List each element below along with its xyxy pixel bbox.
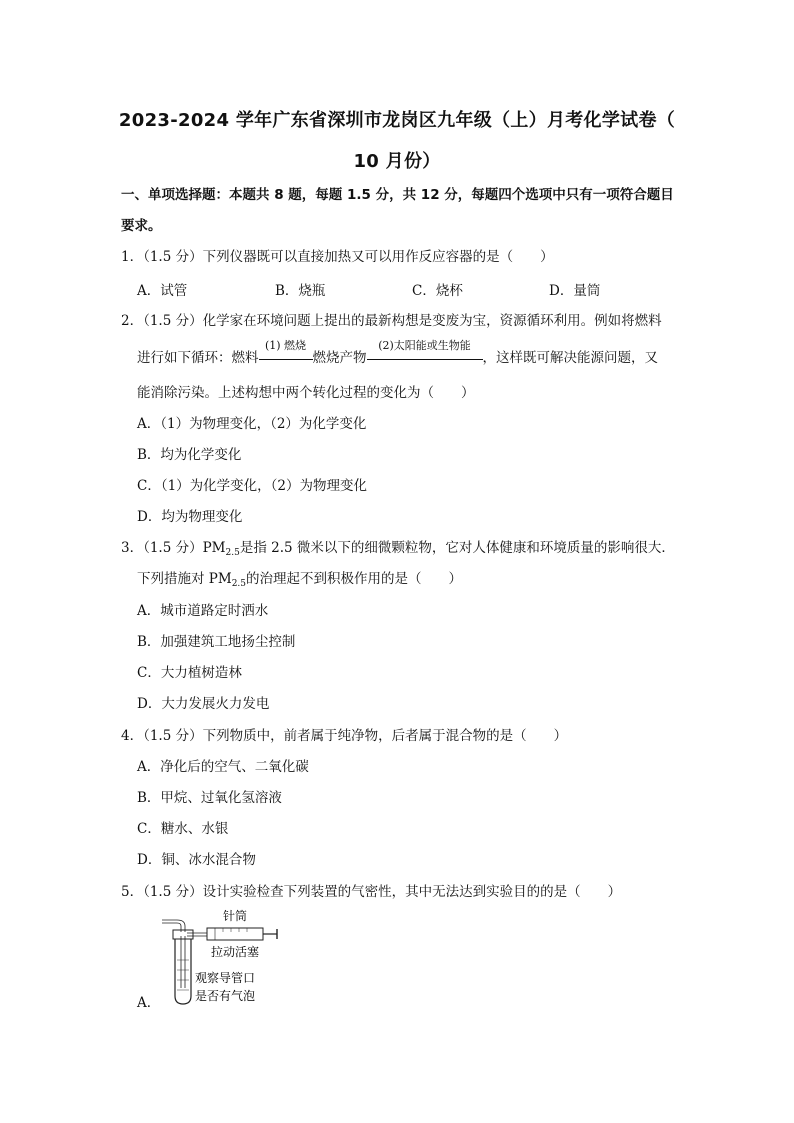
reaction-arrow-2 [367,339,483,368]
question-4-option-a: A．净化后的空气、二氧化碳 [137,759,309,775]
pm-subscript-2: 2.5 [231,579,247,589]
question-2-option-a: A．（1）为物理变化，（2）为化学变化 [137,416,367,432]
question-3-option-a: A．城市道路定时洒水 [137,603,269,619]
airtightness-apparatus-diagram [137,904,297,1014]
question-2-suffix: ，这样既可解决能源问题，又 [482,350,658,366]
question-5-option-a-figure [137,904,297,1014]
exam-title-line1: 2023-2024 学年广东省深圳市龙岗区九年级（上）月考化学试卷（ [118,110,676,131]
question-5-stem: 5．（1.5 分）设计实验检查下列装置的气密性，其中无法达到实验目的的是（ ） [121,884,622,900]
question-3-prefix: 3．（1.5 分）PM [121,540,226,556]
question-2-option-b: B．均为化学变化 [137,447,242,463]
question-2-stem-line2 [137,339,658,368]
question-3-line2-prefix: 下列措施对 PM [137,571,232,587]
pm-subscript: 2.5 [225,548,240,558]
question-2-stem-line1: 2．（1.5 分）化学家在环境问题上提出的最新构想是变废为宝，资源循环利用。例如将燃料 [121,313,662,329]
question-2-stem-line3: 能消除污染。上述构想中两个转化过程的变化为（ ） [137,385,475,401]
observe-label-line1: 观察导管口 [195,971,256,985]
arrow-1-label: (1) 燃烧 [264,339,307,352]
question-1-option-c: C．烧杯 [412,283,463,299]
middle-product: 燃烧产物 [312,350,367,366]
question-3-line2-suffix: 的治理起不到积极作用的是（ ） [246,571,463,587]
section-heading [121,180,681,242]
observe-label-line2: 是否有气泡 [195,989,256,1003]
question-5-option-a-label: A． [137,995,161,1011]
question-3-stem-line2 [137,569,462,594]
question-4-option-c: C．糖水、水银 [137,821,229,837]
question-1-stem: 1．（1.5 分）下列仪器既可以直接加热又可以用作反应容器的是（ ） [121,249,554,265]
syringe-label: 针筒 [223,909,248,923]
question-3-option-b: B．加强建筑工地扬尘控制 [137,634,296,650]
question-2-option-d: D．均为物理变化 [137,509,243,525]
question-4-stem: 4．（1.5 分）下列物质中，前者属于纯净物，后者属于混合物的是（ ） [121,728,568,744]
question-4-option-b: B．甲烷、过氧化氢溶液 [137,790,282,806]
exam-title-line2: 10 月份） [353,151,441,172]
pull-plunger-label: 拉动活塞 [211,945,260,959]
question-1-option-d: D．量筒 [549,283,601,299]
reaction-arrow-1 [259,339,313,368]
question-1-option-a: A．试管 [137,283,188,299]
arrow-2-label: (2)太阳能或生物能 [378,339,471,352]
question-3-option-c: C．大力植树造林 [137,665,242,681]
question-1-option-b: B．烧瓶 [275,283,326,299]
question-4-option-d: D．铜、冰水混合物 [137,852,256,868]
question-3-stem-line1 [121,538,675,563]
section-heading-line1: 一、单项选择题：本题共 8 题，每题 1.5 分，共 12 分，每题四个选项中只有一项符合题目 [121,187,674,203]
question-3-suffix: 是指 2.5 微米以下的细微颗粒物，它对人体健康和环境质量的影响很大． [239,540,675,556]
question-3-option-d: D．大力发展火力发电 [137,696,270,712]
section-heading-line2: 要求。 [121,218,162,234]
question-2-prefix: 进行如下循环：燃料 [137,350,259,366]
question-2-option-c: C．（1）为化学变化，（2）为物理变化 [137,478,368,494]
